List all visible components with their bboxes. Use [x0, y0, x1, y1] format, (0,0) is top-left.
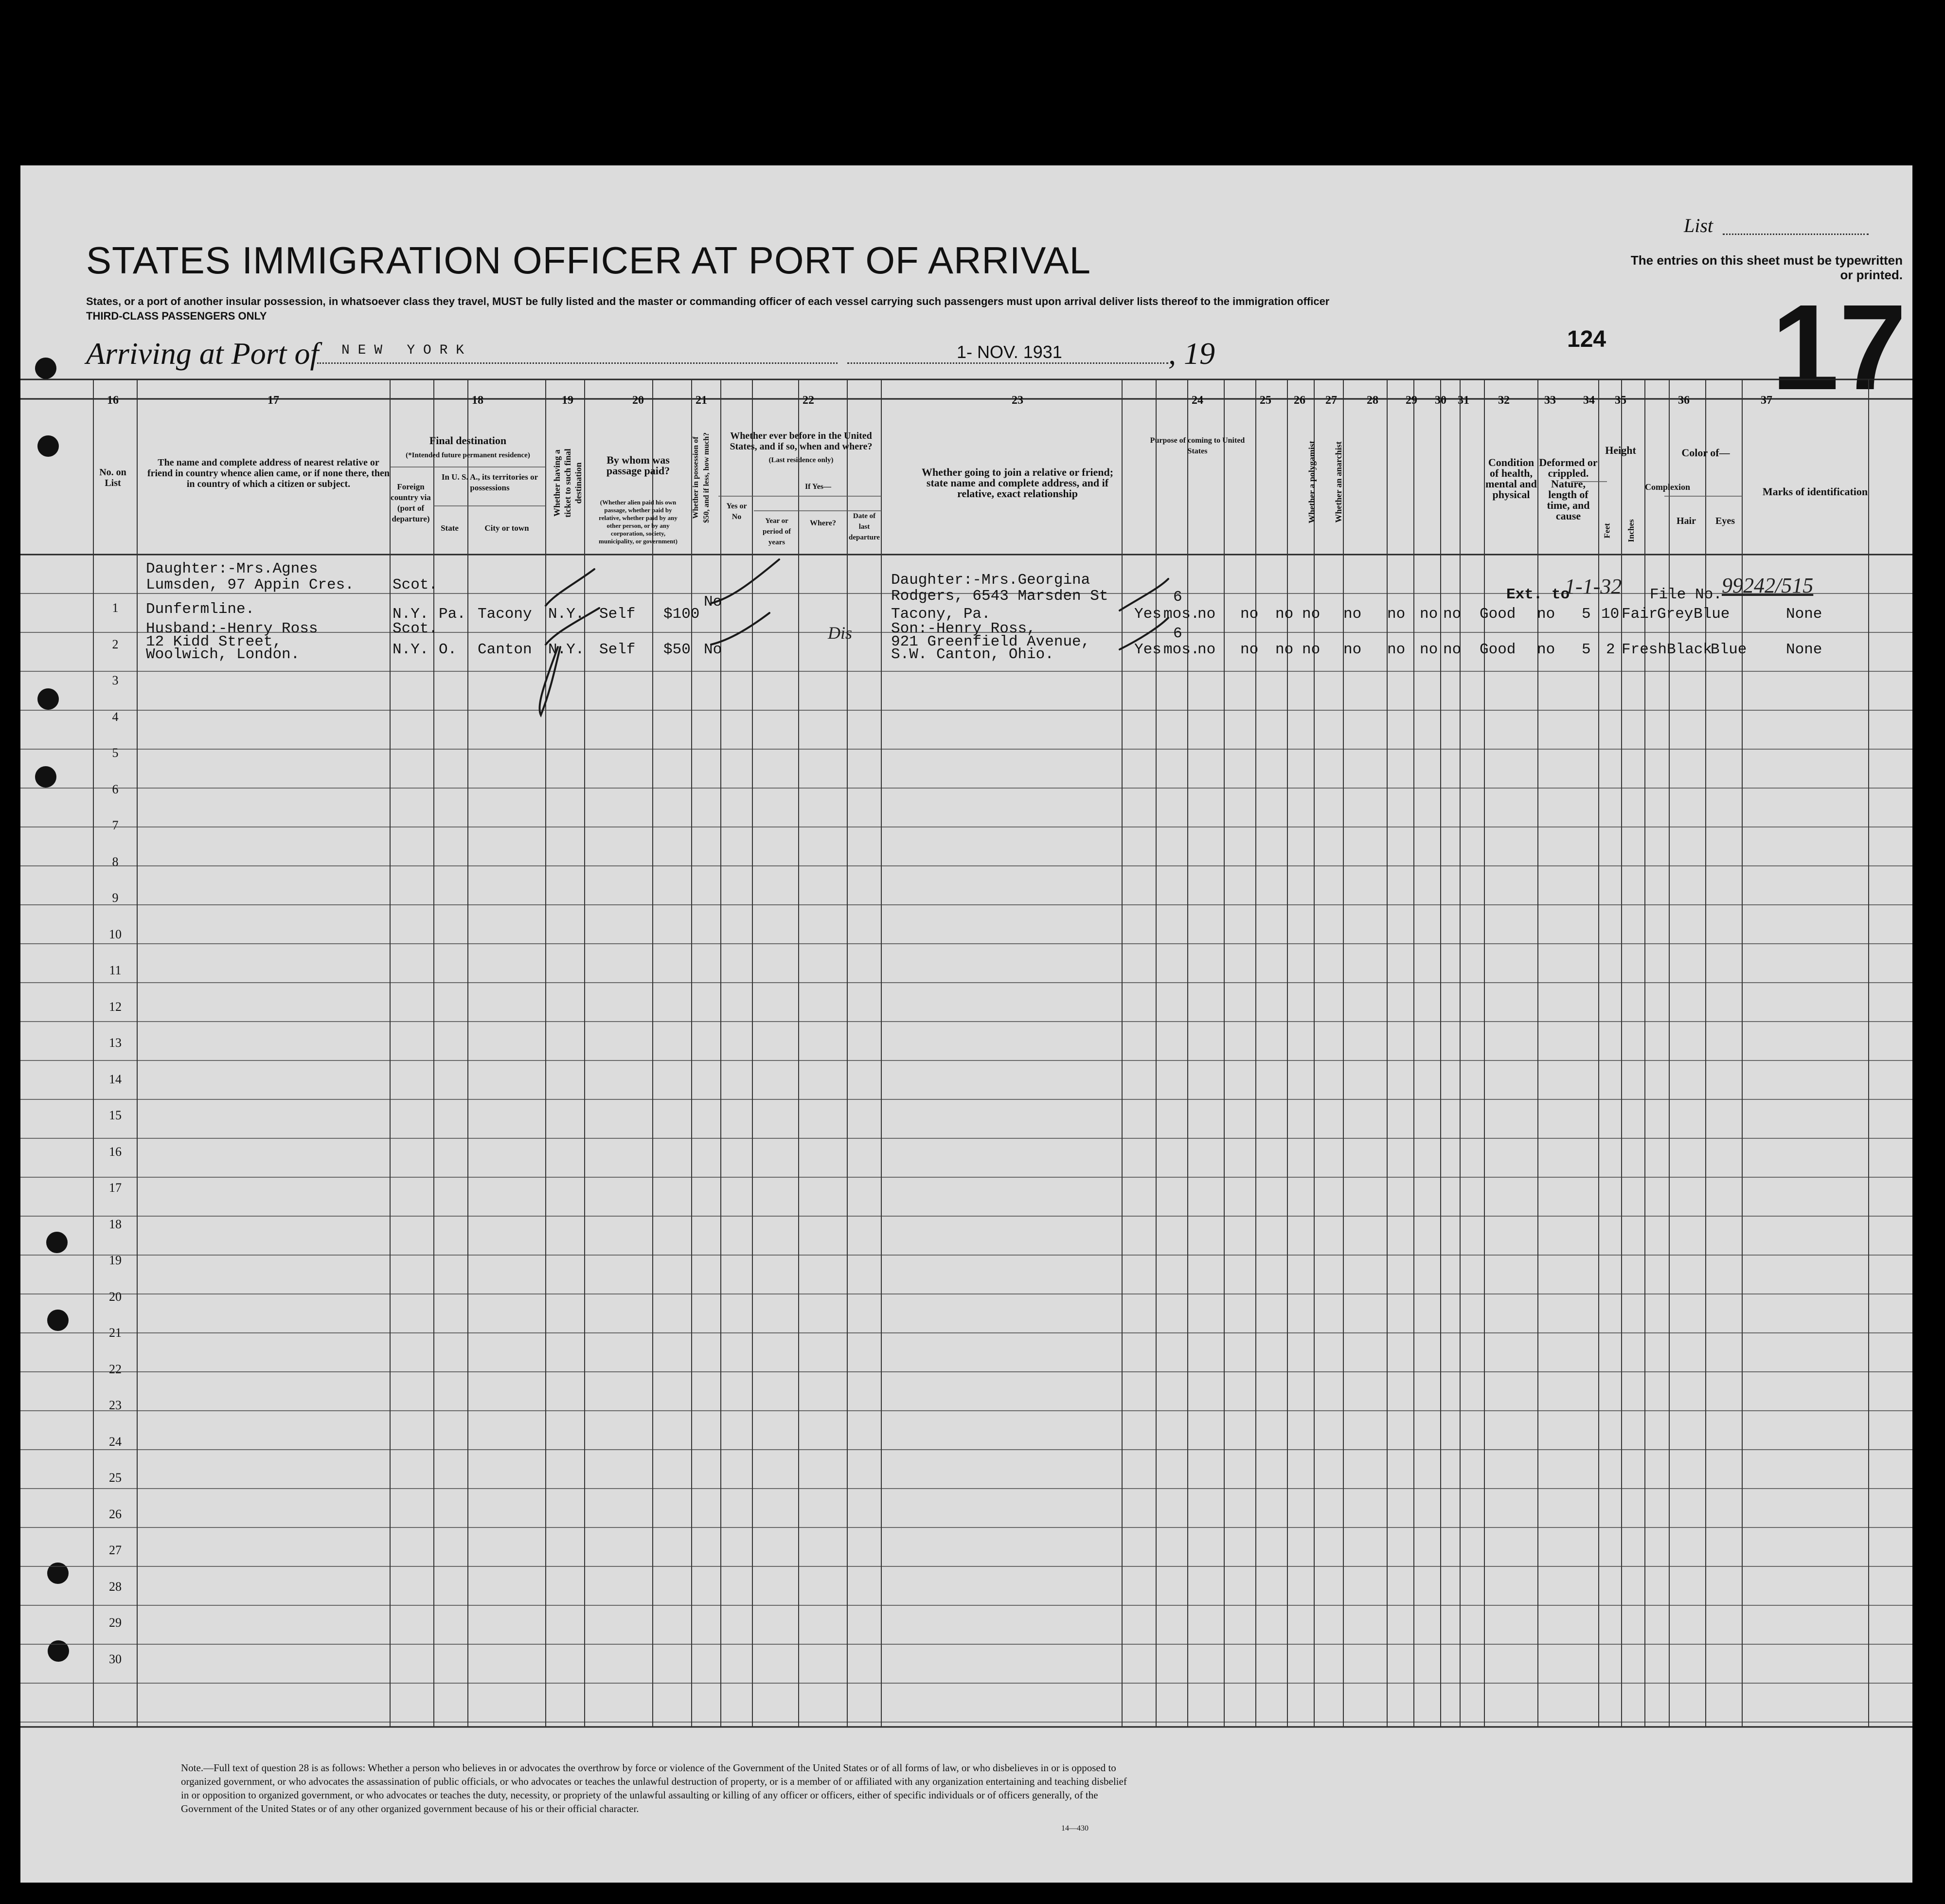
hdr-polygamist: Whether a polygamist — [1307, 441, 1317, 523]
hdr-anarchist: Whether an anarchist — [1334, 441, 1343, 523]
row-number: 1 — [112, 601, 119, 615]
arriving-label: Arriving at Port of — [86, 336, 319, 371]
row1-ticket: N.Y. — [548, 606, 585, 623]
row-number: 23 — [109, 1398, 122, 1412]
row-number: 27 — [109, 1543, 122, 1557]
hdr-before-in-us: Whether ever before in the United States, and if so, when and where? — [730, 431, 873, 452]
row2-q28: no — [1343, 641, 1362, 658]
row-number: 18 — [109, 1217, 122, 1231]
year-prefix: , 19 — [1168, 336, 1215, 371]
row1-ext-label: Ext. to — [1506, 586, 1570, 603]
row1-eyes: Blue — [1694, 606, 1730, 623]
row2-deformed: no — [1537, 641, 1555, 658]
col-num-16: 16 — [107, 394, 119, 407]
row-number: 25 — [109, 1471, 122, 1485]
page-title: STATES IMMIGRATION OFFICER AT PORT OF ARRIVAL — [86, 239, 1091, 282]
row-number: 7 — [112, 818, 119, 832]
row2-relative-line1: Husband:-Henry Ross — [146, 620, 318, 637]
row-number: 29 — [109, 1616, 122, 1630]
row2-citizen: no — [1197, 641, 1216, 658]
hdr-inches: Inches — [1626, 519, 1636, 542]
row1-relative-line3: Dunfermline. — [146, 601, 255, 618]
row2-relative-line3: Woolwich, London. — [146, 646, 300, 663]
row-number: 9 — [112, 891, 119, 905]
row2-complexion: Fresh — [1622, 641, 1667, 658]
col-num-37: 37 — [1761, 394, 1772, 407]
hdr-last-departure: Date of last departure — [849, 512, 880, 541]
row1-inches: 10 — [1601, 606, 1620, 623]
row2-paid-by: Self — [599, 641, 636, 658]
row-number: 28 — [109, 1579, 122, 1594]
row1-length-top: 6 — [1173, 589, 1182, 606]
hdr-foreign-country: Foreign country via (port of departure) — [391, 482, 431, 523]
hdr-where: Where? — [810, 519, 836, 527]
row1-feet: 5 — [1582, 606, 1591, 623]
row2-marks: None — [1786, 641, 1822, 658]
col-num-22: 22 — [803, 394, 814, 407]
row2-city: Canton — [478, 641, 532, 658]
hdr-join-relative: Whether going to join a relative or friend; state name and complete address, and if relative, exact relationship — [921, 466, 1114, 500]
row1-state: Pa. — [439, 606, 466, 623]
hdr-feet: Feet — [1602, 523, 1612, 539]
hdr-eyes: Eyes — [1715, 516, 1735, 526]
row-number: 2 — [112, 637, 119, 651]
row2-q30: no — [1420, 641, 1438, 658]
row1-q31: no — [1443, 606, 1462, 623]
hdr-fifty-dollars: Whether in possession of $50, and if less, how much? — [692, 432, 711, 523]
row2-feet: 5 — [1582, 641, 1591, 658]
row1-join-line2: Rodgers, 6543 Marsden St — [891, 588, 1108, 605]
row1-health: Good — [1480, 606, 1516, 623]
hdr-passage-paid: By whom was passage paid? — [606, 454, 670, 477]
handwritten-checkmarks — [20, 165, 1912, 1883]
col-num-35: 35 — [1615, 394, 1626, 407]
row2-ticket: N.Y. — [548, 641, 585, 658]
col-num-33: 33 — [1544, 394, 1556, 407]
hdr-health: Condition of health, mental and physical — [1485, 456, 1537, 501]
hdr-passage-paid-sub: (Whether alien paid his own passage, whether paid by relative, whether paid by any other person, or by any corporation, society, municipality, or government) — [599, 499, 678, 545]
row1-foreign: Scot. — [393, 576, 438, 593]
row2-q29: no — [1387, 641, 1406, 658]
row2-via: N.Y. — [393, 641, 429, 658]
hdr-in-usa: In U. S. A., its territories or possessions — [441, 472, 538, 492]
row1-purpose: Yes — [1134, 606, 1161, 623]
col-num-24: 24 — [1192, 394, 1203, 407]
row1-file-label: File No. — [1650, 586, 1722, 603]
row1-file-no: 99242/515 — [1722, 574, 1814, 597]
row2-q26: no — [1275, 641, 1294, 658]
row-number: 16 — [109, 1144, 122, 1159]
list-label: List — [1684, 215, 1713, 236]
hdr-state: State — [441, 523, 459, 533]
sheet-stamp: 124 — [1567, 326, 1606, 352]
hdr-hair: Hair — [1677, 516, 1696, 526]
row1-q27: no — [1302, 606, 1320, 623]
col-num-19: 19 — [562, 394, 573, 407]
row-number: 20 — [109, 1289, 122, 1304]
footer-note: Note.—Full text of question 28 is as follows: Whether a person who believes in or advocates the overthrow by force or violence of the Government of the United States or of all forms of law, or who disbelieves in or is opposed to organized government, or who advocates the assassination of public officials, or who advocates or teaches the unlawful destruction of property, or is a member of or affiliated with any organization entertaining and teaching disbelief in or opposition to organized government, or who advocates or teaches the duty, necessity, or propriety of the unlawful assaulting or killing of any officer or officers, either of specific individuals or of officers generally, of the Government of the United States or of any other organized government because of his or their official character. — [181, 1762, 1127, 1814]
row1-q29: no — [1387, 606, 1406, 623]
hdr-years: Year or period of years — [763, 517, 791, 546]
col-num-34: 34 — [1583, 394, 1595, 407]
hdr-purpose: Purpose of coming to United States — [1150, 436, 1245, 455]
row2-hair: Black — [1667, 641, 1713, 658]
col-num-31: 31 — [1458, 394, 1469, 407]
col-num-32: 32 — [1498, 394, 1510, 407]
row-number: 4 — [112, 709, 119, 724]
row2-q31: no — [1443, 641, 1462, 658]
col-num-20: 20 — [632, 394, 644, 407]
row1-money: $100 — [663, 606, 700, 623]
row-number: 6 — [112, 782, 119, 796]
col-num-26: 26 — [1294, 394, 1305, 407]
row-number: 8 — [112, 854, 119, 869]
row-number: 14 — [109, 1072, 122, 1086]
row1-join-line1: Daughter:-Mrs.Georgina — [891, 572, 1090, 589]
col-num-30: 30 — [1435, 394, 1446, 407]
row-number: 11 — [109, 963, 122, 977]
sheet-number: 17 — [1771, 279, 1907, 415]
row2-length: mos. — [1163, 641, 1200, 658]
row-number: 24 — [109, 1434, 122, 1449]
instructions-text: States, or a port of another insular possession, in whatsoever class they travel, MUST be fully listed and the master or commanding officer of each vessel carrying such passengers must upon arrival deliver lists thereof to the immigration officer — [86, 295, 1330, 307]
row-number: 12 — [109, 999, 122, 1014]
row1-relative-line2: Lumsden, 97 Appin Cres. — [146, 576, 354, 593]
hdr-if-yes: If Yes— — [804, 483, 832, 491]
row1-relative-line1: Daughter:-Mrs.Agnes — [146, 560, 318, 577]
row2-state: O. — [439, 641, 457, 658]
arrival-date: 1- NOV. 1931 — [957, 342, 1062, 362]
hdr-yes-no: Yes or No — [726, 502, 747, 521]
row1-q26: no — [1275, 606, 1294, 623]
col-num-17: 17 — [268, 394, 279, 407]
row1-citizen: no — [1197, 606, 1216, 623]
row2-inches: 2 — [1606, 641, 1615, 658]
hdr-complexion: Complexion — [1645, 482, 1691, 492]
hdr-color-of: Color of— — [1681, 447, 1730, 459]
hdr-deformed: Deformed or crippled. Nature, length of time, and cause — [1539, 456, 1598, 522]
row2-q25: no — [1240, 641, 1259, 658]
row-number: 15 — [109, 1108, 122, 1122]
hdr-relative: The name and complete address of nearest relative or friend in country whence alien came, or if none there, then in country of which a citizen or subject. — [147, 457, 390, 489]
typewritten-note: The entries on this sheet must be typewritten or printed. — [1630, 253, 1903, 282]
row1-q25: no — [1240, 606, 1259, 623]
hdr-final-destination: Final destination — [429, 434, 507, 447]
hdr-ticket: Whether having a ticket to such final destination — [552, 449, 583, 518]
row-number: 22 — [109, 1362, 122, 1376]
row1-join-line3: Tacony, Pa. — [891, 606, 991, 623]
row1-paid-by: Self — [599, 606, 636, 623]
row1-marks: None — [1786, 606, 1822, 623]
row2-relative-line2: 12 Kidd Street, — [146, 633, 282, 650]
row2-q27: no — [1302, 641, 1320, 658]
hdr-city: City or town — [484, 523, 529, 533]
col-num-18: 18 — [472, 394, 483, 407]
row1-q28: no — [1343, 606, 1362, 623]
row-number: 13 — [109, 1036, 122, 1050]
row2-foreign: Scot. — [393, 620, 438, 637]
row-number: 19 — [109, 1253, 122, 1267]
hdr-before-sub: (Last residence only) — [768, 456, 834, 464]
form-number: 14—430 — [1061, 1824, 1088, 1832]
row2-health: Good — [1480, 641, 1516, 658]
col-num-28: 28 — [1367, 394, 1378, 407]
col-num-29: 29 — [1406, 394, 1417, 407]
hdr-final-destination-sub: (*Intended future permanent residence) — [406, 451, 530, 459]
row2-length-top: 6 — [1173, 625, 1182, 642]
row2-join-line2: 921 Greenfield Avenue, — [891, 633, 1090, 650]
row1-complexion: Fair — [1622, 606, 1658, 623]
hdr-height: Height — [1605, 444, 1636, 456]
row2-margin-note: Dis — [828, 623, 853, 643]
row2-join-line1: Son:-Henry Ross, — [891, 620, 1036, 637]
hdr-no-on-list: No. on List — [99, 467, 126, 488]
row2-purpose: Yes — [1134, 641, 1161, 658]
port-value: N E W Y O R K — [341, 343, 464, 358]
row-number: 26 — [109, 1507, 122, 1521]
row-number: 30 — [109, 1652, 122, 1666]
row1-before: No — [704, 593, 722, 611]
col-num-23: 23 — [1012, 394, 1023, 407]
row1-deformed: no — [1537, 606, 1555, 623]
row-number: 5 — [112, 746, 119, 760]
row2-eyes: Blue — [1711, 641, 1747, 658]
row1-hair: Grey — [1657, 606, 1694, 623]
row-number: 17 — [109, 1181, 122, 1195]
row1-via: N.Y. — [393, 606, 429, 623]
row1-city: Tacony — [478, 606, 532, 623]
col-num-21: 21 — [696, 394, 707, 407]
hdr-marks: Marks of identification — [1762, 485, 1868, 498]
row2-before: No — [704, 641, 722, 658]
col-num-25: 25 — [1260, 394, 1271, 407]
row2-join-line3: S.W. Canton, Ohio. — [891, 646, 1054, 663]
row1-q30: no — [1420, 606, 1438, 623]
row1-ext-date: 1-1-32 — [1565, 575, 1622, 598]
row-number: 3 — [112, 673, 119, 687]
col-num-27: 27 — [1325, 394, 1337, 407]
class-line: THIRD-CLASS PASSENGERS ONLY — [86, 310, 267, 322]
col-num-36: 36 — [1678, 394, 1690, 407]
row1-length: mos. — [1163, 606, 1200, 623]
row-number: 10 — [109, 927, 122, 941]
row-number: 21 — [109, 1326, 122, 1340]
manifest-sheet — [20, 165, 1912, 1883]
row2-money: $50 — [663, 641, 691, 658]
